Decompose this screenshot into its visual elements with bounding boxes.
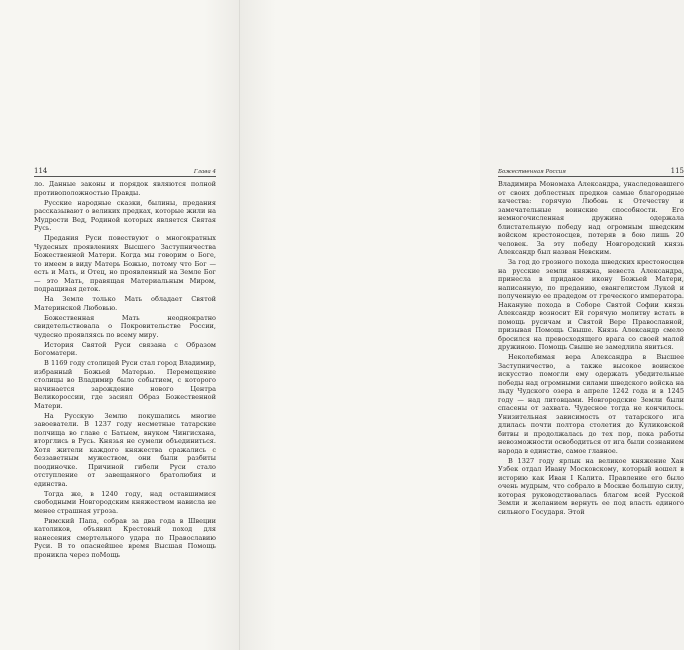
right-page-header [498,163,684,177]
paragraph: На Русскую Землю покушались многие завоеватели. В 1237 году несметные татарские полчища во главе с Батыем, внуком Чингисхана, вторглись в Русь. Князья не сумели объединиться. Хотя жители каждого княжества сражались с беззаветным мужеством, они были разбиты поодиночке. Причиной гибели Руси стало отступление от завещанного братолюбия и единства. [34,411,216,488]
right-page-text [498,180,684,518]
paragraph: ло. Данные законы и порядок являются полной противоположностью Правды. [34,180,216,197]
paragraph: За год до грозного похода шведских крестоносцев на русские земли княжна, невеста Александра, принесла в приданое икону Божьей Матери, написанную, по преданию, евангелистом Лукой и полученную ее прадедом от греческого императора. Накануне похода в Соборе Святой Софии князь Александр возносит Ей горячую молитву встать в помощь русичам и Святой Вере Православной, призывая Помощь Свыше. Князь Александр смело бросился на превосходящего врага со своей малой дружиною. Помощь Свыше не замедлила явиться. [498,258,684,351]
paragraph: В 1327 году ярлык на великое княжение Хан Узбек отдал Ивану Московскому, который вошел в историю как Иван I Калита. Правление его было очень мудрым, что собрало в Москве большую силу, которая руководствовалась благом всей Русской Земли и желанием вернуть ее под власть единого сильного Государя. Этой [498,456,684,516]
right-running-title: Божественная Россия [498,169,566,175]
right-page-number: 115 [670,167,684,175]
left-page-header [34,163,216,177]
left-running-title: Глава 4 [193,169,216,175]
left-page-number: 114 [34,167,48,175]
paragraph: Неколебимая вера Александра в Высшее Заступничество, а также высокое воинское искусство помогли ему одержать убедительные победы над огромными силами шведского войска на льду Чудского озера в апреле 1242 года и в 1245 году — над литовцами. Новгородские Земли были спасены от захвата. Чудесное тогда не кончилось. Унизительная зависимость от татарского ига длилась почти полтора столетия до Куликовской битвы и продолжалась до тех пор, пока работы невозможности освободиться от ига были сознанием народа в единстве, самое главное. [498,353,684,455]
paragraph: Русские народные сказки, былины, предания рассказывают о великих предках, которые жили на Мудрости Вед, Родиной которых является Святая Русь. [34,198,216,232]
paragraph: Тогда же, в 1240 году, над оставшимися свободными Новгородским княжеством нависла не менее страшная угроза. [34,489,216,515]
paragraph: История Святой Руси связана с Образом Богоматери. [34,340,216,357]
paragraph: Римский Папа, собрав за два года в Швеции католиков, объявил Крестовый поход для нанесения смертельного удара по Православию Руси. В то опаснейшее время Высшая Помощь проникла через поМощь [34,516,216,559]
paragraph: В 1169 году столицей Руси стал город Владимир, избранный Божьей Матерью. Перемещение столицы во Владимир было событием, с которого начинается зарождение нового Центра Великороссии, где засиял Образ Божественной Матери. [34,359,216,410]
paragraph: Предания Руси повествуют о многократных Чудесных проявлениях Высшего Заступничества Божественной Матери. Когда мы говорим о Боге, то имеем в виду Матерь Божью, потому что Бог — есть и Мать, и Отец, но проявленный на Земле Бог — это Мать, правящая Материальным Миром, подращивая деток. [34,234,216,293]
left-page [0,0,240,650]
paragraph: На Земле только Мать обладает Святой Материнской Любовью. [34,295,216,312]
right-page [240,0,684,650]
paragraph: Божественная Мать неоднократно свидетельствовала о Покровительстве России, чудесно проявляясь по всему миру. [34,313,216,339]
left-page-text [34,180,216,561]
paragraph: Владимира Мономаха Александра, унаследовавшего от своих доблестных предков самые благородные качества: горячую Любовь к Отечеству и замечательные воинские способности. Его немногочисленная дружина одержала блистательную победу над огромным шведским войском крестоносцев, потеряв в бою лишь 20 человек. За эту победу Новгородский князь Александр был назван Невским. [498,180,684,256]
